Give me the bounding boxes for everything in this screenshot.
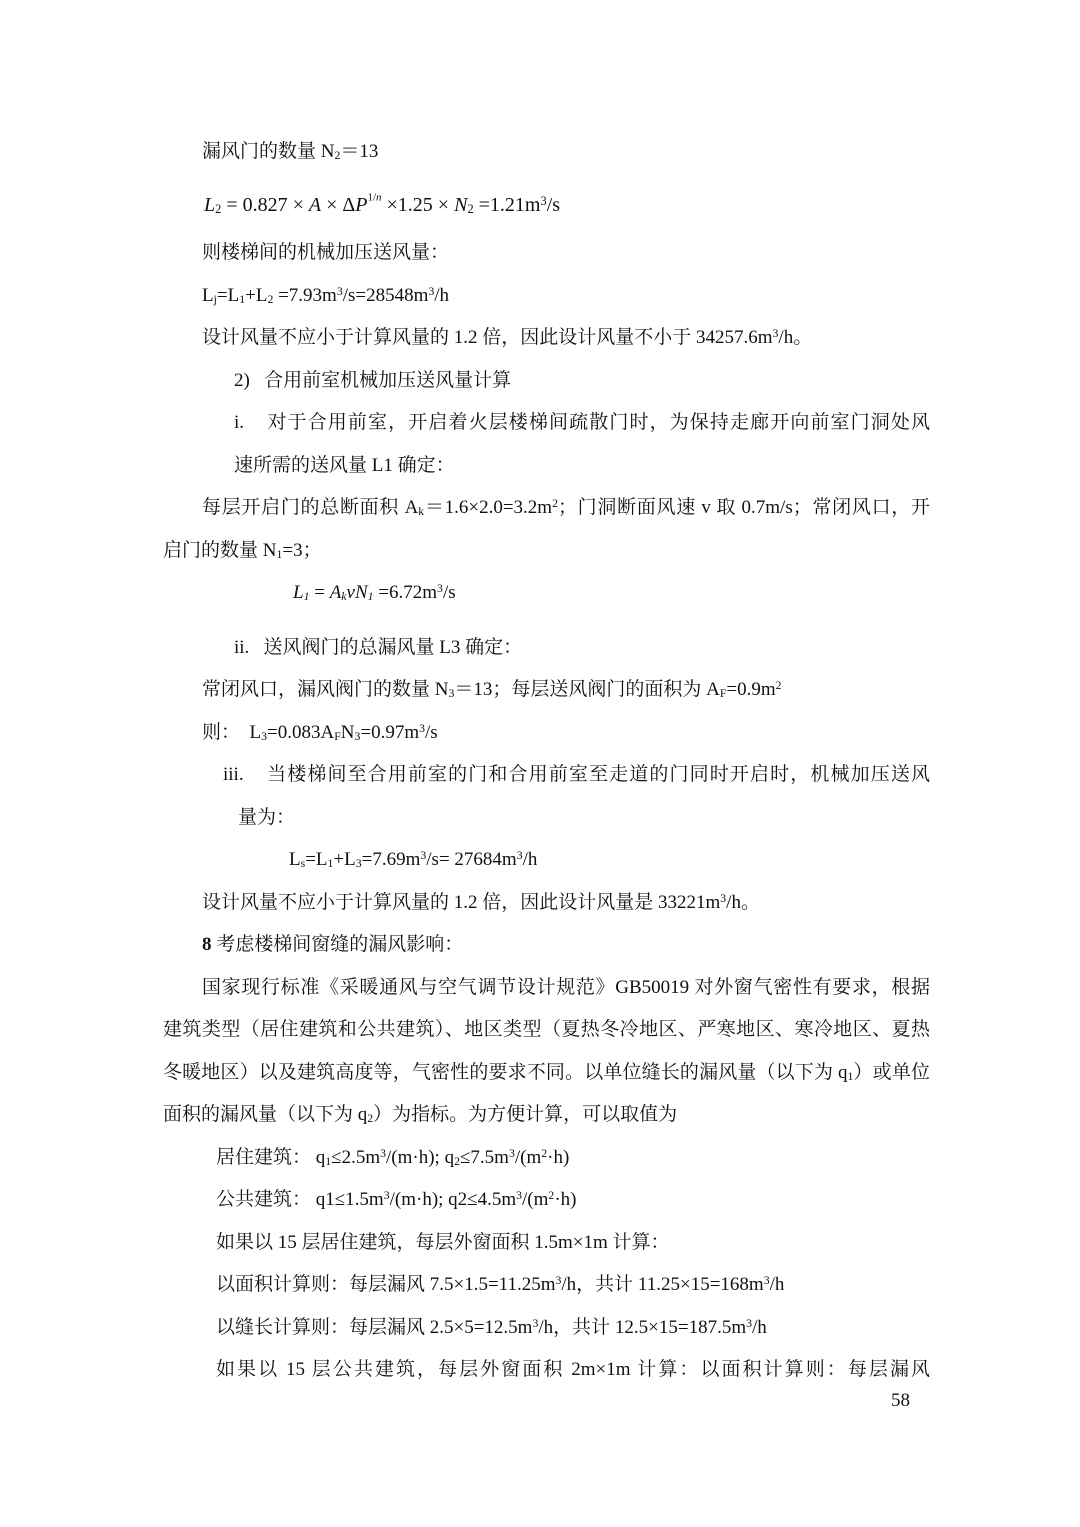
para-residential-values: 居住建筑： $q_1\le 2.5m^3/(m\cdot h)$; $q_2\le 7.5m^3/(m^2\cdot h)$: [216, 1146, 570, 1168]
para-valve-leak: 常闭风口，漏风阀门的数量 $N_3=13$；每层送风阀门的面积为 $A_F=0.9m^2$: [202, 679, 782, 701]
list-item-i-cont: 速所需的送风量 L1 确定：: [234, 454, 455, 476]
para-public-values: 公共建筑： $q1\le 1.5m^3/(m\cdot h)$; $q2\le 4.5m^3/(m^2\cdot h)$: [216, 1189, 577, 1210]
para-door-area-cont: 启门的数量 $N_1=3$；: [163, 539, 322, 561]
para-standard-cont2: 冬暖地区）以及建筑高度等，气密性的要求不同。以单位缝长的漏风量（以下为 $q_1$）或单位: [163, 1061, 930, 1083]
list-item-iii-cont: 量为：: [238, 806, 296, 828]
para-example-residential: 如果以 15 层居住建筑，每层外窗面积 1.5m×1m 计算：: [216, 1231, 670, 1253]
para-door-area: 每层开启门的总断面积 $A_k=1.6\times 2.0=3.2m^2$；门洞断面风速 v 取 0.7m/s；常闭风口，开: [202, 497, 930, 519]
list-item-iii: iii. 当楼梯间至合用前室的门和合用前室至走道的门同时开启时，机械加压送风: [223, 764, 930, 785]
para-example-public: 如果以 15 层公共建筑，每层外窗面积 2m×1m 计算：以面积计算则：每层漏风: [216, 1359, 930, 1380]
formula-Lj: $L_j=L_1+L_2 =7.93m^3/s=28548m^3/h$: [202, 284, 450, 306]
formula-L3: 则： $L_3=0.083A_FN_3=0.97m^3/s$: [202, 721, 438, 743]
para-design-flow-2: 设计风量不应小于计算风量的 1.2 倍，因此设计风量是 $33221m^3/h$。: [202, 891, 760, 913]
list-item-2: 2) 合用前室机械加压送风量计算: [234, 369, 512, 391]
para-design-flow-1: 设计风量不应小于计算风量的 1.2 倍，因此设计风量不小于 $34257.6m^3/h$。: [202, 327, 813, 348]
document-body: [163, 131, 930, 1392]
para-calc-by-area: 以面积计算则：每层漏风 $7.5\times 1.5=11.25m^3/h$，共计 $11.25\times 15=168m^3/h$: [216, 1274, 785, 1295]
list-item-ii: ii. 送风阀门的总漏风量 L3 确定：: [234, 636, 523, 658]
para-calc-by-crack: 以缝长计算则：每层漏风 $2.5\times 5=12.5m^3/h$，共计 $12.5\times 15=187.5m^3/h$: [216, 1316, 767, 1338]
formula-Ls: $L_s=L_1+L_3=7.69m^3/s= 27684m^3/h$: [289, 849, 538, 871]
para-standard-cont1: 建筑类型（居住建筑和公共建筑）、地区类型（夏热冬冷地区、严寒地区、寒冷地区、夏热: [163, 1019, 930, 1040]
formula-L2: $L_2 = 0.827 \times A \times \Delta P^{1/n} \times 1.25 \times N_2 =1.21m^3/s$: [204, 191, 561, 216]
para-leak-door-count: 漏风门的数量 $N_2=13$: [202, 141, 379, 163]
para-standard-cont3: 面积的漏风量（以下为 $q_2$）为指标。为方便计算，可以取值为: [163, 1104, 678, 1126]
page-number: 58: [891, 1390, 910, 1411]
formula-L1: $L_1 = A_kvN_1 =6.72m^3/s$: [293, 582, 456, 604]
list-item-i: i. 对于合用前室，开启着火层楼梯间疏散门时，为保持走廊开向前室门洞处风: [234, 412, 930, 433]
para-stair-pressurization: 则楼梯间的机械加压送风量：: [202, 242, 450, 263]
para-standard: 国家现行标准《采暖通风与空气调节设计规范》GB50019 对外窗气密性有要求，根据: [202, 976, 930, 998]
heading-8: 8 考虑楼梯间窗缝的漏风影响：: [202, 934, 464, 955]
